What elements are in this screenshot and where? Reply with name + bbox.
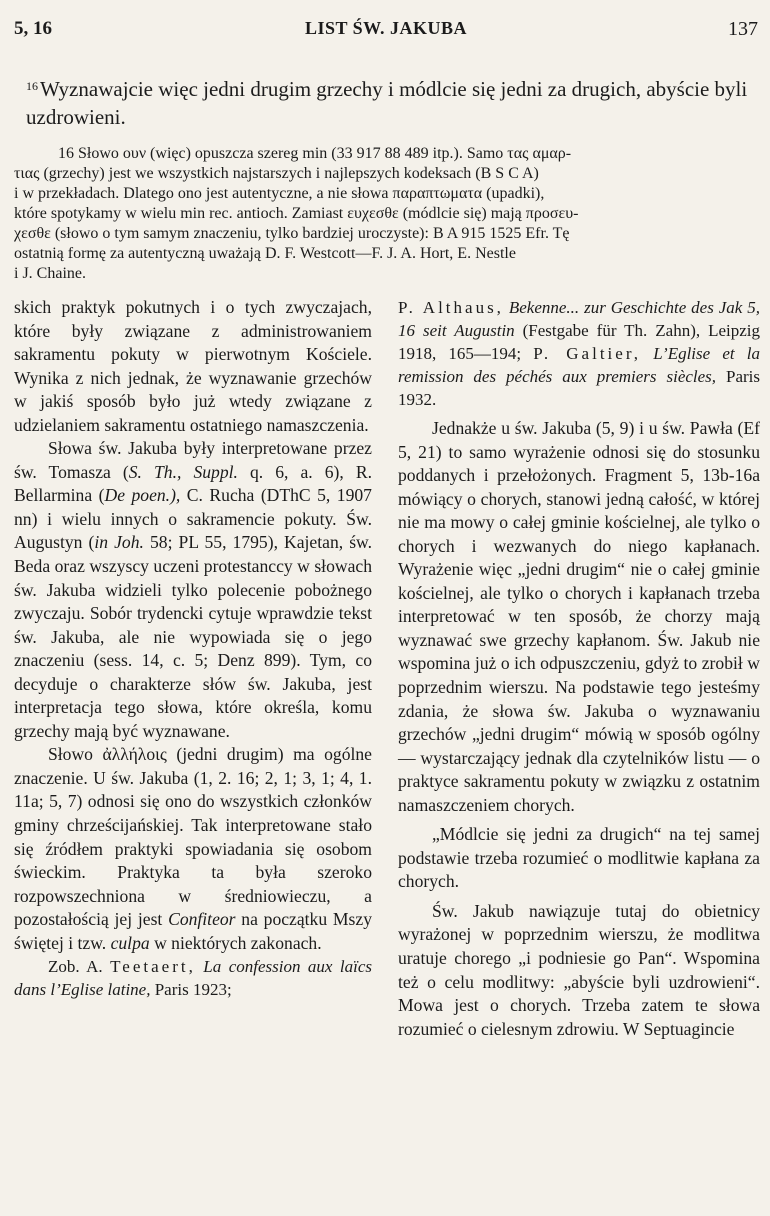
paragraph: „Módlcie się jedni za drugich“ na tej samej podstawie trzeba rozumieć o modlitwie kapłana za chorych. (398, 824, 760, 892)
note-line: i w przekładach. Dlatego ono jest autentyczne, a nie słowa παραπτωματα (upadki), (14, 185, 545, 202)
paragraph: skich praktyk pokutnych i o tych zwyczajach, które były związane z administrowaniem sakramentu pokuty w pierwotnym Kościele. Wynika z nich jednak, że wyznawanie grzechów w jakiś sposób było już wtedy związane z udzielaniem sakramentu ostatniego namaszczenia. (14, 297, 372, 435)
note-line: i J. Chaine. (14, 265, 86, 282)
verse-text (26, 72, 758, 131)
note-line: ostatnią formę za autentyczną uważają D. F. Westcott—F. J. A. Hort, E. Nestle (14, 245, 516, 262)
verse-body: Wyznawajcie więc jedni drugim grzechy i módlcie się jedni za drugich, abyście byli uzdrowieni. (26, 77, 748, 129)
verse-number: 16 (26, 79, 38, 93)
greek-word: ἀλλήλοις (102, 744, 167, 765)
chapter-verse-ref: 5, 16 (14, 18, 52, 39)
paragraph: Jednakże u św. Jakuba (5, 9) i u św. Pawła (Ef 5, 21) to samo wyrażenie odnosi się do stosunku poddanych i przełożonych. Fragment 5, 13b-16a mówiący o chorych, stanowi jedną całość, w której nie ma mowy o całej gminie kościelnej, ale tylko o chorych i wezwanych do niego kapłanach. Wyrażenie więc „jedni drugim“ nie o całej gminie kościelnej, ale tylko o chorych i kapłanach trzeba interpretować w ten sposób, że chorzy mają wyznawać swe grzechy kapłanom. Św. Jakub nie wspomina już o ich odpuszczeniu, gdyż to zrobił w poprzednim wierszu. Na podstawie tego jesteśmy zdania, że słowa św. Jakuba o wyznawaniu grzechów „jedni drugim“ mówią w sposób ogólny — wystarczający jednak dla czytelników listu — o praktyce sakramentu pokuty w związku z ostatnim namaszczeniem chorych. (398, 418, 760, 815)
left-column (14, 296, 372, 1001)
bibliography-reference: Zob. A. Teetaert, La confession aux laïcs dans l’Eglise latine, Paris 1923; (14, 957, 372, 1000)
right-column (398, 296, 760, 1041)
note-line: które spotykamy w wielu min rec. antioch. Zamiast ευχεσθε (módlcie się) mają προσευ- (14, 205, 579, 222)
note-line: 16 Słowo ουν (więc) opuszcza szereg min (33 917 88 489 itp.). Samo τας αμαρ- (58, 145, 572, 162)
note-line: χεσθε (słowo o tym samym znaczeniu, tylko bardziej uroczyste): B A 915 1525 Efr. Tę (14, 225, 570, 242)
paragraph: Słowa św. Jakuba były interpretowane przez św. Tomasza (S. Th., Suppl. q. 6, a. 6), R. Bellarmina (De poen.), C. Rucha (DThC 5, 1907 nn) i wielu innych o sakramencie pokuty. Św. Augustyn (in Joh. 58; PL 55, 1795), Kajetan, św. Beda oraz wszyscy uczeni protestanccy w słowach św. Jakuba widzieli tylko polecenie pobożnego zwyczaju. Sobór trydencki cytuje wprawdzie tekst św. Jakuba, ale nie wypowiada się o jego znaczeniu (sess. 14, c. 5; Denz 899). Tym, co decyduje o charakterze słów św. Jakuba, jest interpretacja tego słowa, które określa, komu grzechy mają być wyznawane. (14, 438, 373, 741)
paragraph: Słowo ἀλλήλοις (jedni drugim) ma ogólne znaczenie. U św. Jakuba (1, 2. 16; 2, 1; 3, 1; 4, 1. 11a; 5, 7) odnosi się ono do wszystkich członków gminy chrześcijańskiej. Tak interpretowane stało się źródłem praktyki spowiadania się osobom świeckim. Praktyka ta była szeroko rozpowszechniona w średniowieczu, a pozostałością jej jest Confiteor na początku Mszy świętej i tzw. culpa w niektórych zakonach. (14, 744, 373, 953)
bibliography-reference: P. Althaus, Bekenne... zur Geschichte des Jak 5, 16 seit Augustin (Festgabe für Th. Zahn), Leipzig 1918, 165—194; P. Galtier, L’Eglise et la remission des péchés aux premiers siècles, Paris 1932. (398, 298, 761, 409)
running-header (14, 16, 758, 46)
page-number: 137 (728, 18, 758, 40)
running-title: LIST ŚW. JAKUBA (304, 18, 468, 38)
note-line: τιας (grzechy) jest we wszystkich najstarszych i najlepszych kodeksach (B S C A) (14, 165, 539, 182)
textual-note (14, 144, 758, 284)
paragraph: Św. Jakub nawiązuje tutaj do obietnicy wyrażonej w poprzednim wierszu, że modlitwa uratuje chorego „i podniesie go Pan“. Wspomina też o celu modlitwy: „abyście byli uzdrowieni“. Mowa jest o chorych. Trzeba zatem te słowa rozumieć o cielesnym zdrowiu. W Septuagincie (398, 900, 760, 1039)
